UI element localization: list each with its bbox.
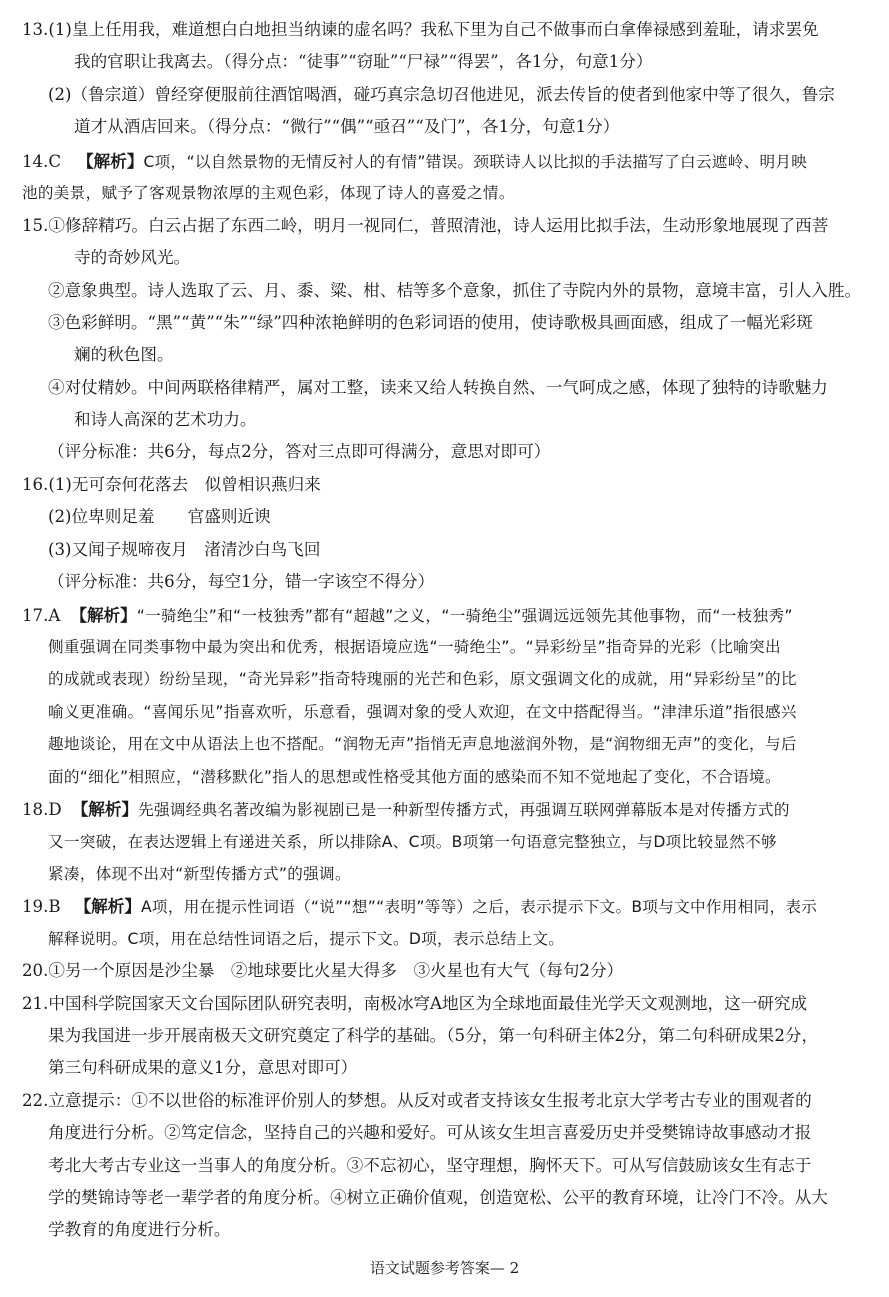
q14-line-1	[22, 145, 807, 178]
q14-analysis-text: C项，“以自然景物的无情反衬人的有情”错误。颈联诗人以比拟的手法描写了白云遮岭、明月映	[143, 153, 808, 171]
q17-answer: 17.A	[22, 606, 61, 625]
q17-analysis-label: 【解析】	[70, 605, 137, 625]
q21-line-1: 21.中国科学院国家天文台国际团队研究表明，南极冰穹A地区为全球地面最佳光学天文观测地，这一研究成	[22, 994, 808, 1013]
q18-answer: 18.D	[22, 800, 62, 819]
q15-line-5: 斓的秋色图。	[74, 345, 174, 364]
q17-line-3: 的成就或表现）纷纷呈现，“奇光异彩”指奇特瑰丽的光芒和色彩，原文强调文化的成就，用“异彩纷呈”的比	[48, 670, 797, 688]
q22-line-2: 角度进行分析。②笃定信念，坚持自己的兴趣和爱好。可从该女生坦言喜爱历史并受樊锦诗故事感动才报	[48, 1123, 812, 1142]
q19-line-1	[22, 890, 817, 923]
q17-line-4: 喻义更准确。“喜闻乐见”指喜欢听，乐意看，强调对象的受人欢迎，在文中搭配得当。“津津乐道”指很感兴	[48, 703, 797, 721]
q16-line-1: 16.(1)无可奈何花落去 似曾相识燕归来	[22, 475, 321, 494]
q19-analysis-text: A项，用在提示性词语（“说”“想”“表明”等等）之后，表示提示下文。B项与文中作用相同，表示	[140, 898, 818, 916]
q15-line-7: 和诗人高深的艺术功力。	[74, 410, 257, 429]
q21-line-2: 果为我国进一步开展南极天文研究奠定了科学的基础。（5分，第一句科研主体2分，第二句科研成果2分，	[48, 1026, 819, 1045]
q15-line-3: ②意象典型。诗人选取了云、月、黍、粱、柑、桔等多个意象，抓住了寺院内外的景物，意境丰富，引人入胜。	[48, 281, 862, 300]
q14-line-2: 池的美景，赋予了客观景物浓厚的主观色彩，体现了诗人的喜爱之情。	[22, 184, 515, 202]
q19-answer: 19.B	[22, 897, 61, 916]
q20-line-1: 20.①另一个原因是沙尘暴 ②地球要比火星大得多 ③火星也有大气（每句2分）	[22, 961, 624, 980]
q14-analysis-label: 【解析】	[77, 151, 144, 171]
q16-scoring: （评分标准：共6分，每空1分，错一字该空不得分）	[48, 572, 435, 591]
q22-line-5: 学教育的角度进行分析。	[48, 1220, 231, 1239]
q18-analysis-label: 【解析】	[71, 799, 139, 819]
q16-line-3: (3)又闻子规啼夜月 渚清沙白鸟飞回	[48, 540, 321, 559]
q22-line-3: 考北大考古专业这一当事人的角度分析。③不忘初心，坚守理想，胸怀天下。可从写信鼓励该女生有志于	[48, 1156, 812, 1175]
q19-line-2: 解释说明。C项，用在总结性词语之后，提示下文。D项，表示总结上文。	[48, 930, 565, 948]
q14-answer: 14.C	[22, 152, 62, 171]
q15-line-2: 寺的奇妙风光。	[74, 248, 191, 267]
q17-line-1	[22, 599, 793, 632]
q15-line-4: ③色彩鲜明。“黑”“黄”“朱”“绿”四种浓艳鲜明的色彩词语的使用，使诗歌极具画面感，组成了一幅光彩斑	[48, 313, 813, 332]
q22-line-4: 学的樊锦诗等老一辈学者的角度分析。④树立正确价值观，创造宽松、公平的教育环境，让冷门不冷。从大	[48, 1188, 828, 1207]
q17-line-5: 趣地谈论，用在文中从语法上也不搭配。“润物无声”指悄无声息地滋润外物，是“润物细无声”的变化，与后	[48, 735, 797, 753]
q16-line-2: (2)位卑则足羞 官盛则近谀	[48, 507, 271, 526]
q15-scoring: （评分标准：共6分，每点2分，答对三点即可得满分，意思对即可）	[48, 442, 551, 461]
q17-line-2: 侧重强调在同类事物中最为突出和优秀，根据语境应选“一骑绝尘”。“异彩纷呈”指奇异的光彩（比喻突出	[48, 638, 781, 656]
q13-line-3: (2)（鲁宗道）曾经穿便服前往酒馆喝酒，碰巧真宗急切召他进见，派去传旨的使者到他家中等了很久，鲁宗	[48, 85, 835, 104]
q21-line-3: 第三句科研成果的意义1分，意思对即可）	[48, 1058, 358, 1077]
q18-line-3: 紧凑，体现不出对“新型传播方式”的强调。	[48, 865, 351, 883]
q15-line-6: ④对仗精妙。中间两联格律精严，属对工整，读来又给人转换自然、一气呵成之感，体现了独特的诗歌魅力	[48, 378, 828, 397]
q18-line-1	[22, 793, 790, 826]
q22-line-1: 22.立意提示：①不以世俗的标准评价别人的梦想。从反对或者支持该女生报考北京大学考古专业的围观者的	[22, 1091, 812, 1110]
q17-analysis-text: “一骑绝尘”和“一枝独秀”都有“超越”之义，“一骑绝尘”强调远远领先其他事物，而“一枝独秀”	[136, 607, 793, 625]
q13-line-4: 道才从酒店回来。（得分点：“微行”“偶”“亟召”“及门”，各1分，句意1分）	[74, 117, 620, 136]
q19-analysis-label: 【解析】	[74, 896, 141, 916]
q17-line-6: 面的“细化”相照应，“潜移默化”指人的思想或性格受其他方面的感染而不知不觉地起了变化，不合语境。	[48, 768, 781, 786]
q18-analysis-text: 先强调经典名著改编为影视剧已是一种新型传播方式，再强调互联网弹幕版本是对传播方式的	[138, 801, 790, 819]
q13-line-1: 13.(1)皇上任用我，难道想白白地担当纳谏的虚名吗？我私下里为自己不做事而白拿俸禄感到羞耻，请求罢免	[22, 20, 819, 39]
q13-line-2: 我的官职让我离去。（得分点：“徒事”“窃耻”“尸禄”“得罢”，各1分，句意1分）	[74, 52, 653, 71]
q15-line-1: 15.①修辞精巧。白云占据了东西二岭，明月一视同仁，普照清池，诗人运用比拟手法，生动形象地展现了西菩	[22, 216, 829, 235]
page-footer: 语文试题参考答案— 2	[369, 1259, 520, 1277]
q18-line-2: 又一突破，在表达逻辑上有递进关系，所以排除A、C项。B项第一句语意完整独立，与D项比较显然不够	[48, 833, 777, 851]
